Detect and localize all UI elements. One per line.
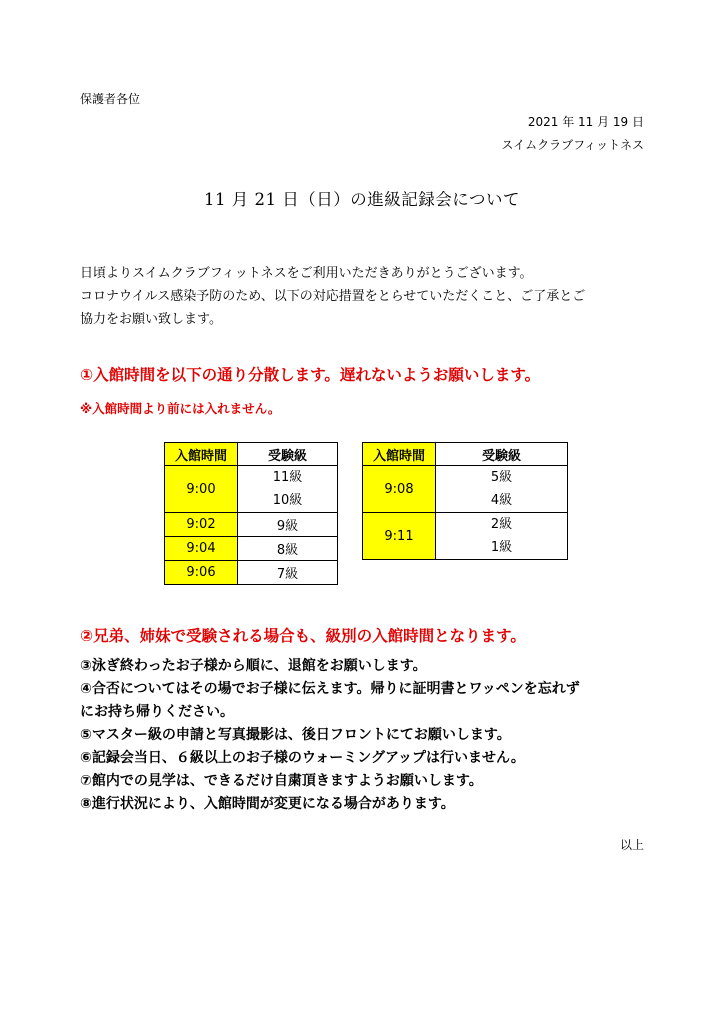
- header-grade: 受験級: [436, 443, 568, 466]
- table-row: [165, 537, 338, 561]
- recipient: 保護者各位: [80, 92, 141, 106]
- intro-paragraph: [80, 262, 585, 331]
- intro-line: コロナウイルス感染予防のため、以下の対応措置をとらせていただくこと、ご了承とご: [80, 289, 586, 304]
- table-row: [363, 466, 568, 513]
- note-item: ⑦館内での見学は、できるだけ自粛頂きますようお願いします。: [80, 773, 483, 789]
- grade-cell: 7級: [238, 561, 338, 585]
- grade-cell: [238, 466, 338, 513]
- notes-list: [80, 655, 580, 816]
- intro-line: 協力をお願い致します。: [80, 312, 222, 327]
- note-item: にお持ち帰りください。: [80, 704, 234, 720]
- header-entry-time: 入館時間: [165, 443, 238, 466]
- header-entry-time: 入館時間: [363, 443, 436, 466]
- intro-line: 日頃よりスイムクラブフィットネスをご利用いただきありがとうございます。: [80, 266, 533, 281]
- grade-label: 1級: [490, 540, 513, 555]
- entry-time-cell: 9:06: [165, 561, 238, 585]
- grade-cell: 9級: [238, 513, 338, 537]
- closing-remark: 以上: [619, 838, 644, 852]
- note-item: ④合否についてはその場でお子様に伝えます。帰りに証明書とワッペンを忘れず: [80, 681, 580, 697]
- header-grade: 受験級: [238, 443, 338, 466]
- entry-time-table-left: [164, 442, 338, 585]
- grade-label: 5級: [490, 470, 513, 485]
- table-row: [363, 513, 568, 560]
- section1-heading: ①入館時間を以下の通り分散します。遅れないようお願いします。: [80, 366, 541, 384]
- note-item: ⑤マスター級の申請と写真撮影は、後日フロントにてお願いします。: [80, 727, 511, 743]
- table-row: [165, 513, 338, 537]
- section2-heading: ②兄弟、姉妹で受験される場合も、級別の入館時間となります。: [80, 627, 526, 645]
- grade-label: 2級: [490, 517, 513, 532]
- section1-note: ※入館時間より前には入れません。: [80, 401, 281, 416]
- table-row: [165, 561, 338, 585]
- grade-cell: [436, 513, 568, 560]
- grade-label: 4級: [490, 493, 513, 508]
- grade-label: 11級: [272, 470, 303, 485]
- grade-cell: [436, 466, 568, 513]
- document-date: 2021 年 11 月 19 日: [527, 115, 644, 129]
- entry-time-cell: 9:00: [165, 466, 238, 513]
- grade-label: 10級: [272, 493, 303, 508]
- grade-cell: 8級: [238, 537, 338, 561]
- entry-time-cell: 9:11: [363, 513, 436, 560]
- note-item: ③泳ぎ終わったお子様から順に、退館をお願いします。: [80, 658, 427, 674]
- entry-time-cell: 9:04: [165, 537, 238, 561]
- note-item: ⑥記録会当日、６級以上のお子様のウォーミングアップは行いません。: [80, 750, 525, 766]
- entry-time-cell: 9:02: [165, 513, 238, 537]
- table-row: [165, 466, 338, 513]
- entry-time-table-right: [362, 442, 568, 560]
- entry-time-cell: 9:08: [363, 466, 436, 513]
- sender-name: スイムクラブフィットネス: [501, 138, 644, 152]
- document-title: 11 月 21 日（日）の進級記録会について: [204, 190, 520, 209]
- note-item: ⑧進行状況により、入館時間が変更になる場合があります。: [80, 796, 455, 812]
